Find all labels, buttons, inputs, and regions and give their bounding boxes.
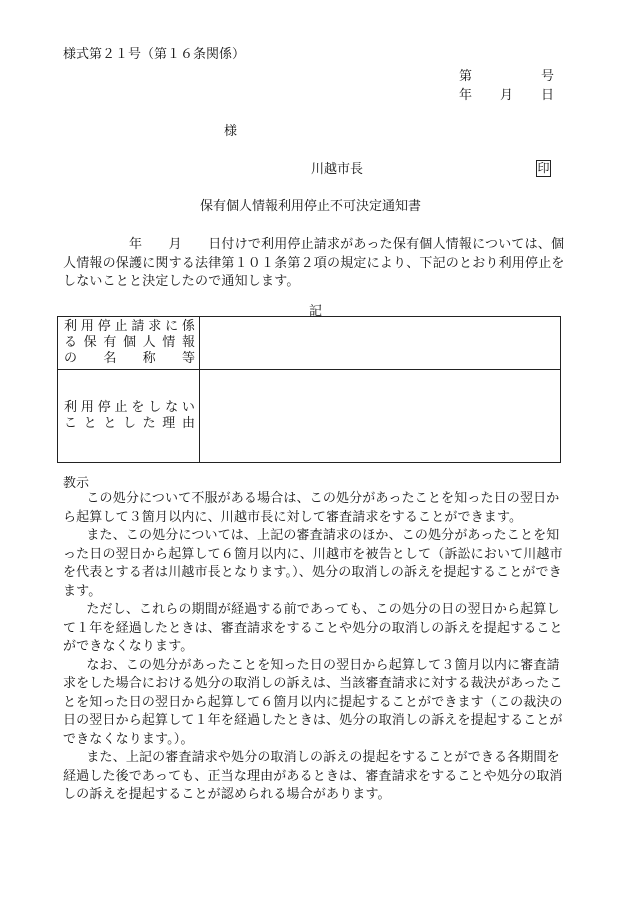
label-char: 情 — [162, 335, 176, 350]
addressee-honorific: 様 — [224, 124, 238, 139]
label-char: し — [122, 416, 136, 431]
label-char: る — [64, 335, 78, 350]
label-char: 理 — [162, 416, 176, 431]
label-char: 停 — [97, 400, 111, 415]
label-char: た — [142, 416, 156, 431]
label-char: 保 — [83, 335, 97, 350]
instruction-paragraph: また、この処分については、上記の審査請求のほか、この処分があったことを知った日の翌日から起算して６箇月以内に、川越市を被告として（訴訟において川越市を代表とする者は川越市長となります。）、処分の取消しの訴えを提起することができます。 — [63, 528, 563, 599]
label-char: 等 — [181, 351, 195, 366]
row1-value-cell — [200, 317, 561, 370]
label-char: 求 — [148, 319, 162, 334]
row1-label-line — [58, 335, 199, 351]
document-title: 保有個人情報利用停止不可決定通知書 — [200, 199, 422, 214]
row1-label-line-3 — [64, 351, 195, 367]
seal-mark: 印 — [537, 161, 550, 175]
form-number-label: 様式第２１号（第１６条関係） — [63, 47, 246, 62]
label-char: 有 — [103, 335, 117, 350]
label-char: 用 — [80, 319, 94, 334]
label-char: 止 — [114, 319, 128, 334]
label-char: 止 — [114, 400, 128, 415]
row1-label-line — [58, 351, 199, 367]
label-char: 係 — [181, 319, 195, 334]
row1-label-cell — [58, 317, 200, 370]
label-char: 称 — [142, 351, 156, 366]
row2-label-line — [58, 400, 199, 416]
ki-heading: 記 — [309, 304, 323, 319]
document-number-suffix: 号 — [541, 69, 555, 84]
table-row — [58, 317, 561, 370]
date-day-label: 日 — [541, 88, 555, 103]
instruction-paragraph: ただし、これらの期間が経過する前であっても、この処分の日の翌日から起算して１年を経過したときは、審査請求をすることや処分の取消しの訴えを提起することができなくなります。 — [63, 602, 563, 654]
table-row — [58, 370, 561, 463]
instruction-paragraph: この処分について不服がある場合は、この処分があったことを知った日の翌日から起算して３箇月以内に、川越市長に対して審査請求をすることができます。 — [63, 491, 560, 525]
label-char: 名 — [103, 351, 117, 366]
label-char: を — [131, 400, 145, 415]
row1-label-line-2 — [64, 335, 195, 351]
row2-value-cell — [200, 370, 561, 463]
label-char: 用 — [80, 400, 94, 415]
row2-label-line-2 — [64, 416, 195, 432]
label-char: 停 — [97, 319, 111, 334]
label-char: 報 — [181, 335, 195, 350]
row2-label-line-1 — [64, 400, 195, 416]
label-char: な — [165, 400, 179, 415]
document-number-prefix: 第 — [459, 69, 473, 84]
instruction-paragraph: また、上記の審査請求や処分の取消しの訴えの提起をすることができる各期間を経過した後であっても、正当な理由があるときは、審査請求をすることや処分の取消しの訴えを提起することが認められる場合があります。 — [63, 750, 563, 802]
sender-name: 川越市長 — [311, 162, 364, 177]
instruction-paragraph: なお、この処分があったことを知った日の翌日から起算して３箇月以内に審査請求をした場合における処分の取消しの訴えは、当該審査請求に対する裁決があったことを知った日の翌日から起算して６箇月以内に提起することができます（この裁決の日の翌日から起算して１年を経過したときは、処分の取消しの訴えを提起することができなくなります。）。 — [63, 657, 563, 747]
label-char: し — [148, 400, 162, 415]
row2-label-cell — [58, 370, 200, 463]
record-table — [57, 316, 561, 463]
label-char: 由 — [181, 416, 195, 431]
body-paragraph: 年 月 日付けで利用停止請求があった保有個人情報については、個人情報の保護に関する法律第１０１条第２項の規定により、下記のとおり利用停止をしないことと決定したので通知します。 — [63, 237, 565, 289]
date-year-label: 年 — [459, 88, 473, 103]
instructions-heading: 教示 — [63, 476, 90, 491]
date-month-label: 月 — [500, 88, 514, 103]
label-char: 請 — [131, 319, 145, 334]
label-char: 個 — [122, 335, 136, 350]
label-char: 利 — [64, 319, 78, 334]
label-char: こ — [64, 416, 78, 431]
label-char: 人 — [142, 335, 156, 350]
row1-label-line-1 — [64, 319, 195, 335]
row1-label-line — [58, 319, 199, 335]
label-char: と — [83, 416, 97, 431]
label-char: 利 — [64, 400, 78, 415]
label-char: に — [165, 319, 179, 334]
label-char: い — [181, 400, 195, 415]
label-char: と — [103, 416, 117, 431]
label-char: の — [64, 351, 78, 366]
row2-label-line — [58, 416, 199, 432]
instructions-body — [63, 490, 569, 805]
